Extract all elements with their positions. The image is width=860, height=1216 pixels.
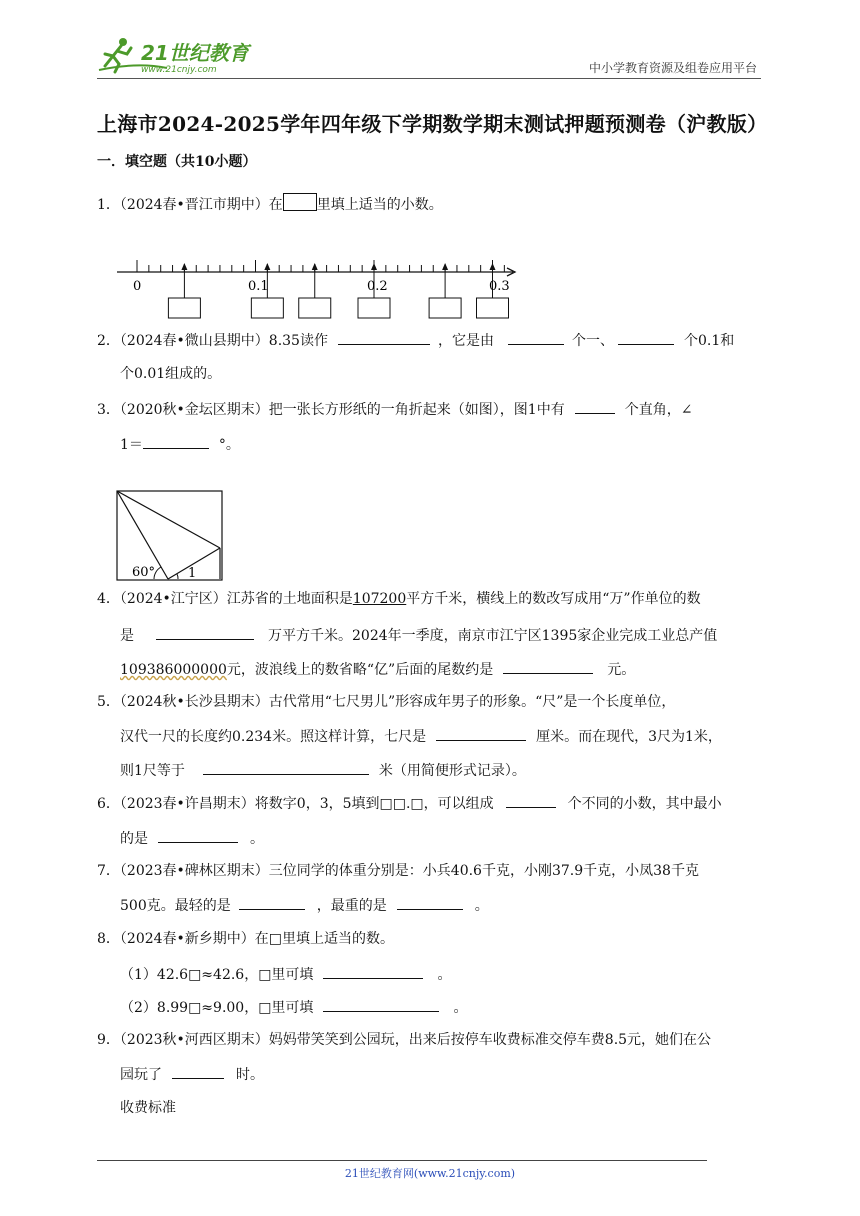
nl-label-0.2: 0.2 [367, 279, 388, 294]
answer-blank[interactable] [506, 793, 556, 808]
answer-blank[interactable] [323, 997, 439, 1012]
question-9-line-2: 园玩了 时。 [120, 1064, 790, 1085]
answer-blank[interactable] [397, 895, 463, 910]
question-7-line-1: 7．（2023春•碑林区期末）三位同学的体重分别是：小兵40.6千克，小刚37.9千克，小凤38千克 [97, 863, 699, 879]
header-platform-text: 中小学教育资源及组卷应用平台 [588, 61, 757, 75]
question-2-line-1: 2．（2024春•微山县期中）8.35读作 ，它是由 个一、 个0.1和 [97, 330, 767, 351]
question-8-part-2: （2）8.99□≈9.00，□里可填 。 [120, 997, 790, 1018]
question-3-line-1: 3．（2020秋•金坛区期末）把一张长方形纸的一角折起来（如图），图1中有 个直角，∠ [97, 399, 767, 420]
logo-text: 21世纪教育 [141, 41, 249, 65]
question-7-line-2: 500克。最轻的是 ，最重的是 。 [120, 895, 790, 916]
answer-blank[interactable] [508, 330, 564, 345]
question-9-line-1: 9．（2023秋•河西区期末）妈妈带笑笑到公园玩，出来后按停车收费标准交停车费8.5元，她们在公 [97, 1032, 712, 1048]
answer-arrow-box [168, 263, 200, 318]
question-6-line-1: 6．（2023春•许昌期末）将数字0，3，5填到□□.□，可以组成 个不同的小数，其中最小 [97, 793, 767, 814]
answer-blank[interactable] [323, 964, 423, 979]
answer-blank[interactable] [436, 726, 526, 741]
question-1: 1．（2024春•晋江市期中）在 里填上适当的小数。 [97, 193, 767, 215]
nl-label-0.1: 0.1 [248, 279, 269, 294]
section-heading: 一．填空题（共10小题） [97, 154, 257, 170]
question-2-line-2: 个0.01组成的。 [120, 366, 222, 382]
answer-blank[interactable] [172, 1064, 224, 1079]
question-5-line-3: 则1尺等于 米（用简便形式记录）。 [120, 760, 790, 781]
footer-text: 21世纪教育网(www.21cnjy.com) [344, 1167, 516, 1180]
page-title: 上海市2024-2025学年四年级下学期数学期末测试押题预测卷（沪教版） [97, 112, 768, 136]
answer-blank[interactable] [338, 330, 430, 345]
header-divider [97, 78, 761, 79]
fee-standard-label: 收费标准 [120, 1100, 176, 1116]
question-5-line-2: 汉代一尺的长度约0.234米。照这样计算，七尺是 厘米。而在现代，3尺为1米， [120, 726, 790, 747]
question-4-line-1: 4．（2024•江宁区）江苏省的土地面积是107200平方千米，横线上的数改写成用“万”作单位的数 [97, 591, 701, 607]
question-4-line-3: 109386000000元，波浪线上的数省略“亿”后面的尾数约是 元。 [120, 659, 790, 680]
question-5-line-1: 5．（2024秋•长沙县期末）古代常用“七尺男儿”形容成年男子的形象。“尺”是一个长度单位， [97, 694, 676, 710]
answer-arrow-box [429, 263, 461, 318]
angle-1-label: 1 [188, 566, 197, 581]
question-3-line-2: 1＝ °。 [120, 434, 790, 455]
logo-url: www.21cnjy.com [141, 65, 217, 75]
answer-blank[interactable] [618, 330, 674, 345]
answer-blank[interactable] [203, 760, 369, 775]
question-4-line-2: 是 万平方千米。2024年一季度，南京市江宁区1395家企业完成工业总产值 [120, 625, 790, 646]
question-8-line-1: 8．（2024春•新乡期中）在□里填上适当的数。 [97, 931, 395, 947]
answer-blank[interactable] [575, 399, 615, 414]
number-line-figure [115, 252, 520, 322]
nl-label-0.3: 0.3 [489, 279, 510, 294]
answer-blank[interactable] [143, 434, 209, 449]
answer-arrow-box [299, 263, 331, 318]
answer-blank[interactable] [156, 625, 254, 640]
answer-blank[interactable] [503, 659, 593, 674]
question-8-part-1: （1）42.6□≈42.6，□里可填 。 [120, 964, 790, 985]
angle-60-label: 60° [132, 565, 156, 580]
folded-paper-figure [116, 490, 224, 582]
number-line-ticks [137, 260, 504, 272]
site-logo [97, 34, 267, 76]
question-6-line-2: 的是 。 [120, 828, 790, 849]
answer-box-icon [283, 193, 317, 211]
answer-blank[interactable] [158, 828, 238, 843]
answer-blank[interactable] [239, 895, 305, 910]
footer-divider [97, 1160, 707, 1161]
nl-label-0: 0 [133, 279, 142, 294]
